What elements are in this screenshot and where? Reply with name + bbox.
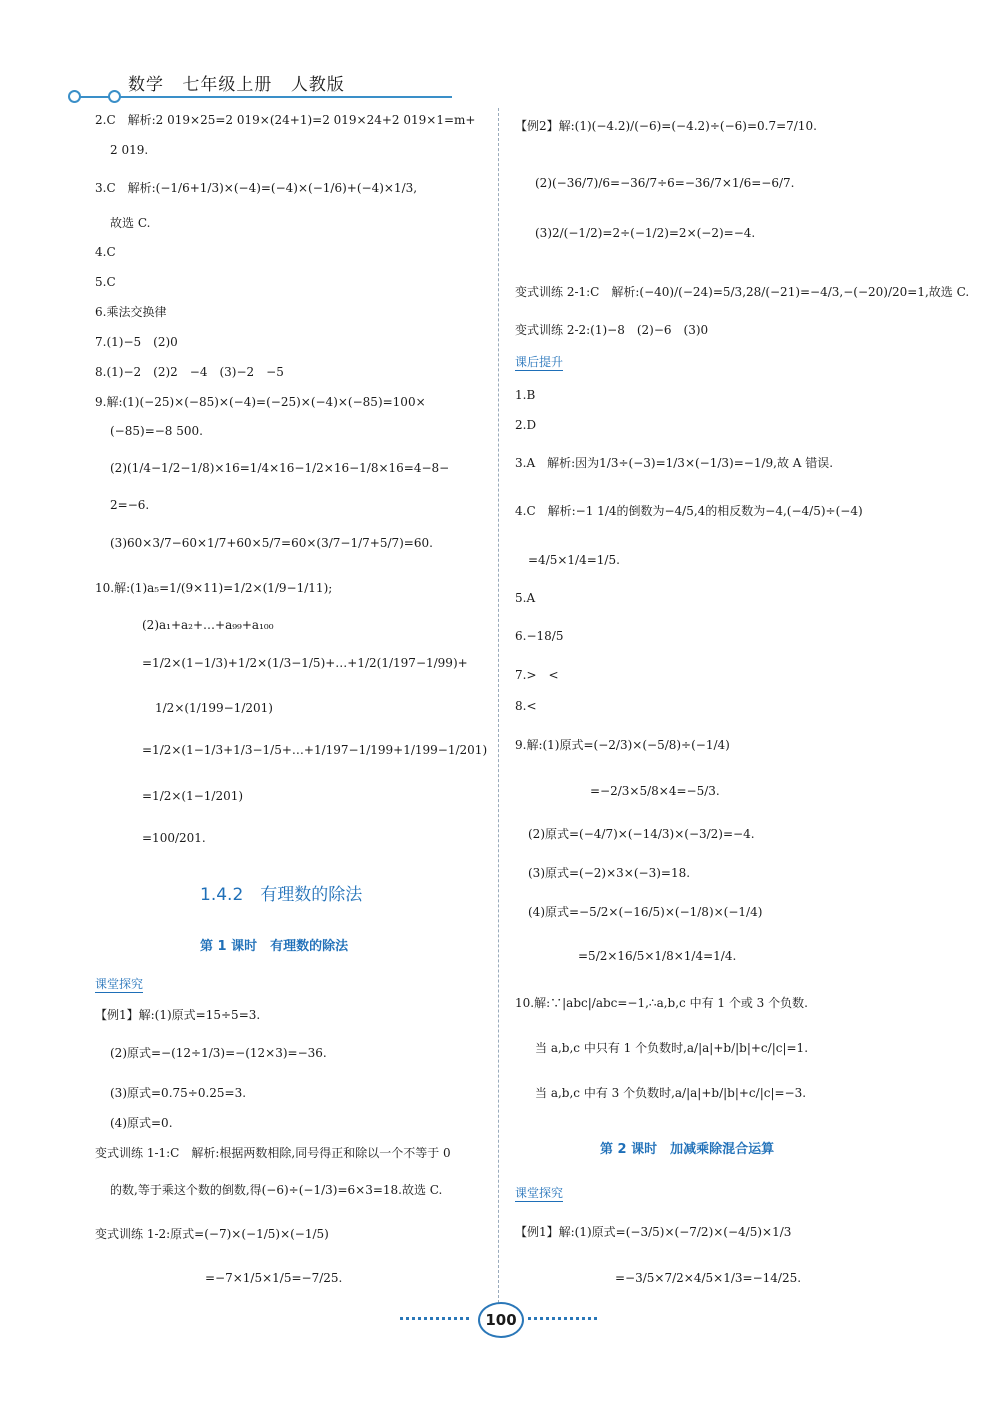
answer-3-cont: 故选 C. <box>110 216 151 230</box>
lesson-2-title: 第 2 课时 加减乘除混合运算 <box>600 1142 775 1157</box>
page-number: 100 <box>478 1302 524 1338</box>
post-2: 2.D <box>515 418 537 432</box>
variant-1-1: 变式训练 1-1:C 解析:根据两数相除,同号得正和除以一个不等于 0 <box>95 1146 451 1160</box>
post-9-part3: (3)原式=(−2)×3×(−3)=18. <box>528 866 691 880</box>
post-10-case2: 当 a,b,c 中有 3 个负数时,a/|a|+b/|b|+c/|c|=−3. <box>535 1086 807 1100</box>
section-title: 1.4.2 有理数的除法 <box>200 885 363 905</box>
post-10-case1: 当 a,b,c 中只有 1 个负数时,a/|a|+b/|b|+c/|c|=1. <box>535 1041 809 1055</box>
variant-2-1: 变式训练 2-1:C 解析:(−40)/(−24)=5/3,28/(−21)=−4/3,−(−20)/20=1,故选 C. <box>515 285 970 299</box>
example-1: 【例1】解:(1)原式=15÷5=3. <box>95 1008 261 1022</box>
header-dot-right <box>108 90 121 103</box>
answer-7: 7.(1)−5 (2)0 <box>95 335 178 349</box>
example-1-lesson2: 【例1】解:(1)原式=(−3/5)×(−7/2)×(−4/5)×1/3 <box>515 1225 792 1239</box>
example-1-part4: (4)原式=0. <box>110 1116 173 1130</box>
answer-10: 10.解:(1)a₅=1/(9×11)=1/2×(1/9−1/11); <box>95 581 333 595</box>
post-4: 4.C 解析:−1 1/4的倒数为−4/5,4的相反数为−4,(−4/5)÷(−4) <box>515 504 863 518</box>
header-dot-left <box>68 90 81 103</box>
post-9: 9.解:(1)原式=(−2/3)×(−5/8)÷(−1/4) <box>515 738 730 752</box>
header-subject: 数学 <box>128 75 164 95</box>
post-1: 1.B <box>515 388 536 402</box>
answer-9: 9.解:(1)(−25)×(−85)×(−4)=(−25)×(−4)×(−85)=100× <box>95 395 426 409</box>
answer-10-step1-cont: 1/2×(1/199−1/201) <box>155 701 273 715</box>
footer-dots-right <box>528 1317 598 1320</box>
tag-classroom-explore: 课堂探究 <box>95 977 144 991</box>
answer-10-step3: =1/2×(1−1/201) <box>142 789 244 803</box>
example-2-part2: (2)(−36/7)/6=−36/7÷6=−36/7×1/6=−6/7. <box>535 176 795 190</box>
post-9-part4-cont: =5/2×16/5×1/8×1/4=1/4. <box>578 949 737 963</box>
post-5: 5.A <box>515 591 536 605</box>
variant-1-2-cont: =−7×1/5×1/5=−7/25. <box>205 1271 343 1285</box>
answer-2: 2.C 解析:2 019×25=2 019×(24+1)=2 019×24+2 019×1=m+ <box>95 113 476 127</box>
example-2-part3: (3)2/(−1/2)=2÷(−1/2)=2×(−2)=−4. <box>535 226 756 240</box>
answer-10-part2: (2)a₁+a₂+…+a₉₉+a₁₀₀ <box>142 618 274 632</box>
answer-6: 6.乘法交换律 <box>95 305 167 319</box>
post-7: 7.> < <box>515 668 559 682</box>
example-2: 【例2】解:(1)(−4.2)/(−6)=(−4.2)÷(−6)=0.7=7/10. <box>515 119 817 133</box>
column-divider <box>498 108 499 1303</box>
post-10: 10.解:∵|abc|/abc=−1,∴a,b,c 中有 1 个或 3 个负数. <box>515 996 808 1010</box>
answer-9-part2: (2)(1/4−1/2−1/8)×16=1/4×16−1/2×16−1/8×16=4−8− <box>110 461 450 475</box>
answer-10-step1: =1/2×(1−1/3)+1/2×(1/3−1/5)+…+1/2(1/197−1/99)+ <box>142 656 468 670</box>
example-1-lesson2-cont: =−3/5×7/2×4/5×1/3=−14/25. <box>615 1271 802 1285</box>
post-9-part2: (2)原式=(−4/7)×(−14/3)×(−3/2)=−4. <box>528 827 755 841</box>
post-6: 6.−18/5 <box>515 629 564 643</box>
answer-4: 4.C <box>95 245 116 259</box>
answer-10-result: =100/201. <box>142 831 206 845</box>
footer-dots-left <box>400 1317 470 1320</box>
variant-1-1-cont: 的数,等于乘这个数的倒数,得(−6)÷(−1/3)=6×3=18.故选 C. <box>110 1183 443 1197</box>
tag-classroom-explore-2: 课堂探究 <box>515 1186 564 1200</box>
answer-3: 3.C 解析:(−1/6+1/3)×(−4)=(−4)×(−1/6)+(−4)×1/3, <box>95 181 418 195</box>
answer-2-cont: 2 019. <box>110 143 149 157</box>
answer-9-part3: (3)60×3/7−60×1/7+60×5/7=60×(3/7−1/7+5/7)=60. <box>110 536 433 550</box>
post-9-cont: =−2/3×5/8×4=−5/3. <box>590 784 720 798</box>
post-9-part4: (4)原式=−5/2×(−16/5)×(−1/8)×(−1/4) <box>528 905 763 919</box>
post-8: 8.< <box>515 699 537 713</box>
lesson-1-title: 第 1 课时 有理数的除法 <box>200 939 349 954</box>
header-grade: 七年级上册 <box>182 75 273 95</box>
answer-5: 5.C <box>95 275 116 289</box>
header-rule <box>72 96 452 98</box>
post-4-cont: =4/5×1/4=1/5. <box>528 553 620 567</box>
answer-9-part2-cont: 2=−6. <box>110 498 150 512</box>
header-edition: 人教版 <box>290 75 345 95</box>
answer-8: 8.(1)−2 (2)2 −4 (3)−2 −5 <box>95 365 284 379</box>
tag-after-class: 课后提升 <box>515 355 564 369</box>
example-1-part3: (3)原式=0.75÷0.25=3. <box>110 1086 247 1100</box>
variant-1-2: 变式训练 1-2:原式=(−7)×(−1/5)×(−1/5) <box>95 1227 329 1241</box>
answer-10-step2: =1/2×(1−1/3+1/3−1/5+…+1/197−1/199+1/199−1/201) <box>142 743 488 757</box>
running-header <box>128 70 357 95</box>
variant-2-2: 变式训练 2-2:(1)−8 (2)−6 (3)0 <box>515 323 709 337</box>
answer-9-cont: (−85)=−8 500. <box>110 424 203 438</box>
post-3: 3.A 解析:因为1/3÷(−3)=1/3×(−1/3)=−1/9,故 A 错误. <box>515 456 834 470</box>
example-1-part2: (2)原式=−(12÷1/3)=−(12×3)=−36. <box>110 1046 327 1060</box>
